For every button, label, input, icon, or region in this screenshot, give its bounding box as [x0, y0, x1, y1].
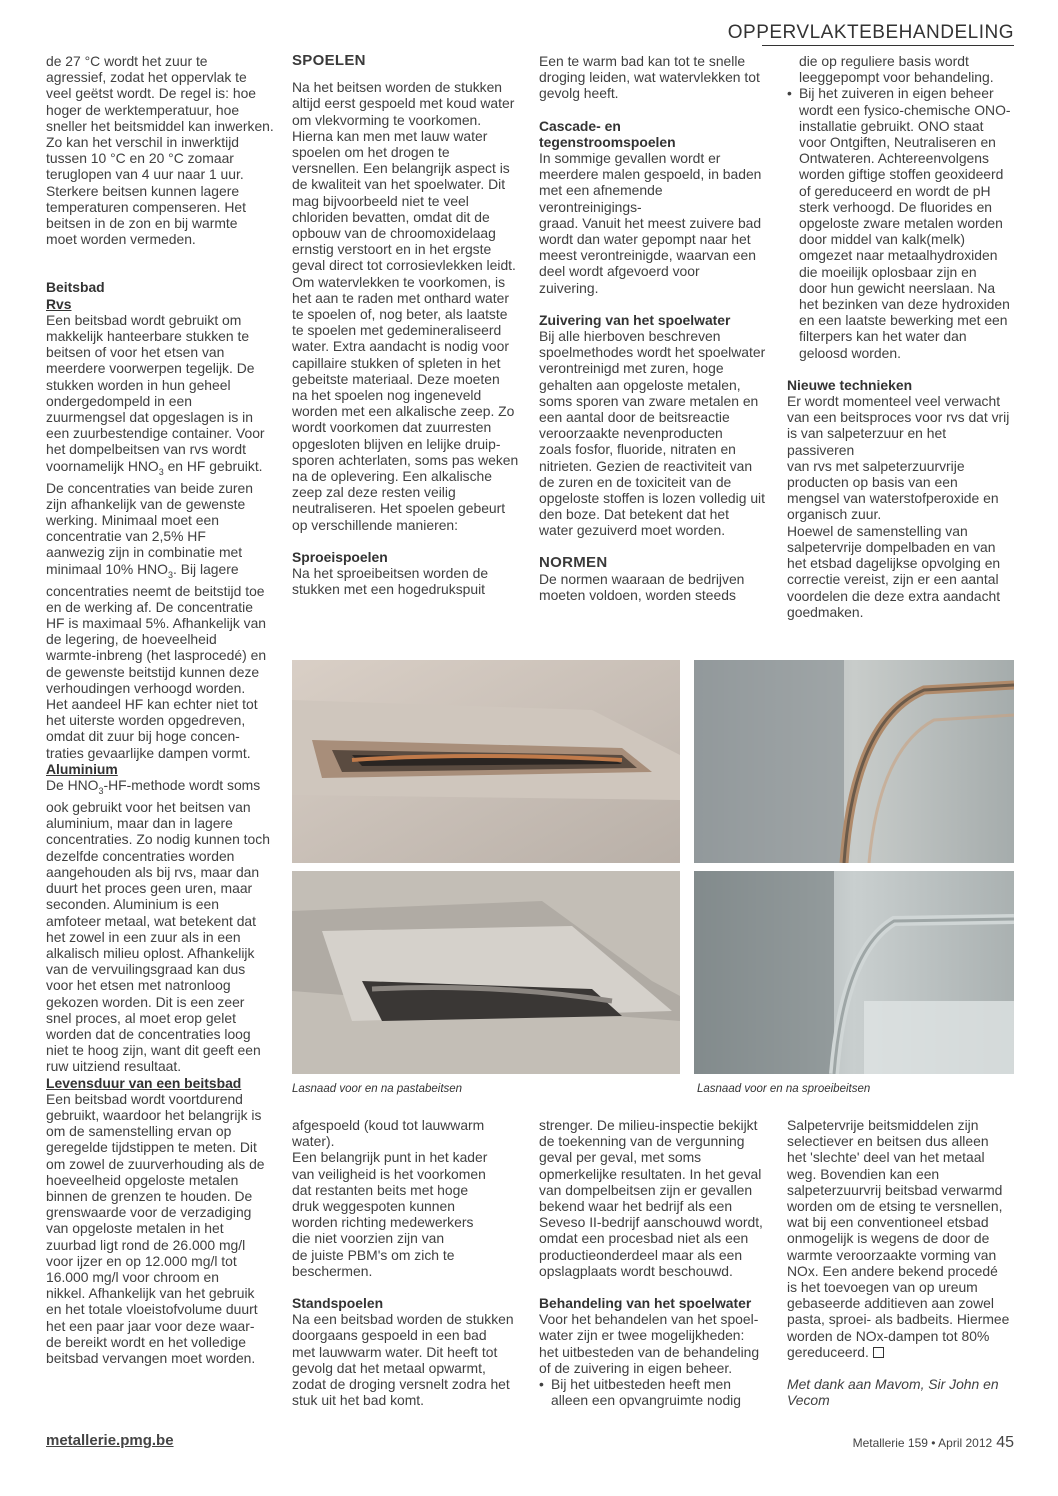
text-line: te spoelen of, nog beter, als laatste — [292, 306, 508, 323]
text-line: teruglopen van 4 uur naar 1 uur. — [46, 166, 244, 183]
text-line: Ontwateren. Achtereenvolgens — [799, 150, 989, 167]
heading-beitsbad: Beitsbad — [46, 279, 105, 296]
caption-right: Lasnaad voor en na sproeibeitsen — [697, 1083, 871, 1095]
photo-weld-spray-after — [694, 871, 1014, 1074]
text-line: met een afnemende verontreinigings- — [539, 182, 663, 215]
text-line: voor ijzer en op 12.000 mg/l tot — [46, 1252, 237, 1269]
text-line: voor het etsen met natronloog — [46, 977, 231, 994]
text-line: worden richting medewerkers — [292, 1214, 474, 1231]
text-line: verontreinigd met zuren, hoge — [539, 360, 724, 377]
text-line: worden om de etsing te versnellen, — [787, 1198, 1003, 1215]
text-line: sporen achterlaten, soms pas weken — [292, 451, 519, 468]
section-tag: OPPERVLAKTEBEHANDELING — [727, 22, 1014, 43]
text-line: salpetervrije dompelbaden en van — [787, 538, 996, 555]
text-line: geval per geval, met soms — [539, 1149, 702, 1166]
text-line: Hierna kan men met lauw water — [292, 127, 488, 144]
heading-zuivering: Zuivering van het spoelwater — [539, 311, 731, 328]
column-4 — [787, 53, 1017, 620]
text-line: Zo kan het verschil in inwerktijd — [46, 134, 240, 151]
text-line: Het aandeel HF kan echter niet tot — [46, 696, 258, 713]
text-line: opgeloste zware metalen worden — [799, 215, 1003, 232]
text-line: geregelde tijdstippen te meten. Dit — [46, 1139, 257, 1156]
text-line: om zowel de zuurverhouding als de — [46, 1155, 265, 1172]
text-line: gebaseerde additieven aan zowel — [787, 1295, 994, 1312]
alu-text-a: De $HNO_3-HF$-methode wordt soms — [46, 777, 261, 796]
text-line: Een beitsbad wordt gebruikt om — [46, 311, 242, 328]
text-line: na het spoelen nog ingeneveld — [292, 387, 482, 404]
text-line: Salpetervrije beitsmiddelen zijn — [787, 1117, 979, 1133]
text-line: beschermen. — [292, 1262, 373, 1279]
text-line: selectiever en beitsen dus alleen — [787, 1133, 989, 1150]
text-line: gevolg heeft. — [539, 85, 619, 102]
text-line: nitrieten. Gezien de reactiviteit van — [539, 457, 753, 474]
text-line: alkalisch milieu oplost. Afhankelijk — [46, 944, 255, 961]
text-line: sneller het beitsmiddel kan inwerken. — [46, 117, 274, 134]
text-line: meest verontreinigde, waarvan een — [539, 247, 756, 264]
text-line: omdat een procesbad niet als een — [539, 1230, 749, 1247]
zuivering-text — [539, 328, 769, 539]
bottom-col2-text — [292, 1117, 522, 1279]
bottom-col4-text — [787, 1117, 1017, 1344]
alu-text-b — [46, 799, 276, 1074]
text-line: stukken met een hogedrukspuit — [292, 581, 486, 598]
text-line: met lauwwarm water. Dit heeft tot — [292, 1343, 498, 1360]
bullet-2: • Bij het zuiveren in eigen beheer — [787, 85, 1017, 101]
text-line: voor Ontgiften, Neutraliseren en — [799, 134, 996, 151]
text-line: die moeilijk oplosbaar zijn en — [799, 263, 977, 280]
text-line: ernstig verstoort en in het ergste — [292, 241, 492, 258]
text-line: aanwezig zijn in combinatie met — [46, 544, 243, 561]
rvs-text-b: voornamelijk $HNO_3$ en HF gebruikt. — [46, 457, 263, 477]
text-line: gekozen worden. Dit is een zeer — [46, 993, 245, 1010]
text-line: ook gebruikt voor het beitsen van — [46, 799, 251, 816]
text-line: Een belangrijk punt in het kader — [292, 1149, 488, 1166]
text-line: het zowel in een zuur als in een — [46, 928, 241, 945]
text-line: amfoteer metaal, wat betekent dat — [46, 912, 257, 929]
text-line: makkelijk hanteerbare stukken te — [46, 328, 250, 345]
text-line: concentraties. Zo nodig kunnen toch — [46, 831, 270, 848]
section-rule — [762, 45, 1014, 46]
text-line: van dompelbeitsen zijn er gevallen — [539, 1181, 753, 1198]
text-line: pasta, sproei- als badbeits. Hiermee — [787, 1311, 1010, 1328]
text-line: Om watervlekken te voorkomen, is — [292, 273, 506, 290]
text-line: Een beitsbad wordt voortdurend — [46, 1090, 243, 1107]
heading-aluminium: Aluminium — [46, 760, 118, 777]
text-line: werking. Minimaal moet een — [46, 512, 219, 529]
text-line: doorgaans gespoeld in een bad — [292, 1327, 487, 1344]
text-line: binnen de grenzen te houden. De — [46, 1187, 253, 1204]
text-line: zoals fosfor, fluoride, nitraten en — [539, 441, 736, 458]
text-line: opgeloste stoffen is lozen volledig uit — [539, 490, 766, 507]
text-line: verhoudingen verhoogd worden. — [46, 679, 246, 696]
photo-weld-paste-before — [292, 660, 680, 863]
text-line: Er wordt momenteel veel verwacht — [787, 393, 1001, 410]
text-line: en het totale vloeistofvolume duurt — [46, 1301, 258, 1318]
text-line: voordelen die deze extra aandacht — [787, 587, 1001, 604]
text-line: is van salpeterzuur en het passiveren — [787, 425, 947, 458]
heading-rvs: Rvs — [46, 295, 72, 312]
footer-site-link[interactable]: metallerie.pmg.be — [46, 1432, 174, 1449]
text-line: traties gevaarlijke dampen vormt. — [46, 744, 251, 761]
caption-left: Lasnaad voor en na pastabeitsen — [292, 1083, 463, 1095]
text-line: water). — [292, 1133, 335, 1150]
bottom-col4-last: gereduceerd. — [787, 1344, 1017, 1360]
text-line: Vecom — [787, 1392, 830, 1409]
text-line: zodat de droging versnelt zodra het — [292, 1376, 510, 1393]
acknowledgement — [787, 1376, 1017, 1408]
text-line: veroorzaakte nevenproducten — [539, 425, 723, 442]
text-line: en de werking af. De concentratie — [46, 598, 253, 615]
text-line: bekend waar het bedrijf als een — [539, 1198, 733, 1215]
text-line: agressief, zodat het oppervlak te — [46, 69, 247, 86]
text-line: mengsel van waterstofperoxide en — [787, 490, 999, 507]
text-line: Bij alle hierboven beschreven — [539, 328, 721, 345]
text-line: op verschillende manieren: — [292, 516, 459, 533]
text-line: omdat dit zuur bij hoge concen- — [46, 728, 240, 745]
text-line: onmogelijk is wegens de door de — [787, 1230, 990, 1247]
text-line: van rvs met salpeterzuurvrije — [787, 457, 965, 474]
text-line: ruw uitziend resultaat. — [46, 1058, 182, 1075]
text-line: Seveso II-bedrijf aanschouwd wordt, — [539, 1214, 763, 1231]
text-line: om de samenstelling ervan op — [46, 1123, 232, 1140]
text-line: is het toevoegen van op ureum — [787, 1279, 978, 1296]
bullet-uitbesteden-text — [539, 1392, 769, 1408]
normen-text — [539, 571, 769, 603]
text-line: van een beitsproces voor rvs dat vrij — [787, 409, 1010, 426]
column-3 — [539, 53, 769, 603]
text-line: concentraties neemt de beitstijd toe — [46, 582, 265, 599]
text-line: leeggepompt voor behandeling. — [799, 69, 994, 86]
text-line: graad. Vanuit het meest zuivere bad — [539, 214, 762, 231]
text-line: of gereduceerd en wordt de pH — [799, 182, 991, 199]
text-line: of de zuivering in eigen beheer. — [539, 1359, 733, 1376]
text-line: organisch zuur. — [787, 506, 882, 523]
bullet-uitbesteden: • Bij het uitbesteden heeft men — [539, 1376, 769, 1392]
text-line: beitsbad vervangen moet worden. — [46, 1349, 256, 1366]
text-line: de 27 °C wordt het zuur te — [46, 53, 208, 69]
end-square-icon — [873, 1347, 884, 1358]
text-line: moet worden vermeden. — [46, 231, 196, 248]
text-line: door middel van kalk(melk) — [799, 231, 965, 248]
text-line: grenswaarde voor de verzadiging — [46, 1204, 252, 1221]
text-line: concentratie van 2,5% HF — [46, 528, 206, 545]
sproeispoelen-text — [292, 565, 522, 597]
rvs-text-a — [46, 312, 276, 458]
text-line: worden dat de concentraties loog — [46, 1025, 251, 1042]
text-line: tegenstroomspoelen — [539, 133, 676, 150]
column-2 — [292, 53, 522, 598]
text-line: gebruikt, waardoor het belangrijk is — [46, 1106, 262, 1123]
text-line: de toekenning van de vergunning — [539, 1133, 745, 1150]
text-line: hoger de werktemperatuur, hoe — [46, 101, 240, 118]
text-line: opslagplaats wordt beschouwd. — [539, 1262, 733, 1279]
bottom-col3-text — [539, 1117, 769, 1279]
text-line: opmerkelijke resultaten. In het geval — [539, 1165, 762, 1182]
text-line: de gewenste beitstijd kunnen deze — [46, 663, 260, 680]
bottom-column-4 — [787, 1117, 1017, 1408]
text-line: sterk verhoogd. De fluorides en — [799, 198, 993, 215]
text-line: de kwaliteit van het spoelwater. Dit — [292, 176, 506, 193]
text-line: van veiligheid is het voorkomen — [292, 1165, 486, 1182]
text-line: een aantal door de beitsreactie — [539, 409, 730, 426]
text-line: soms sporen van zware metalen en — [539, 392, 759, 409]
text-line: het uitbesteden van de behandeling — [539, 1343, 760, 1360]
text-line: Een te warm bad kan tot te snelle — [539, 53, 746, 69]
text-line: en een laatste bewerking met een — [799, 312, 1008, 329]
text-line: producten op basis van een — [787, 474, 958, 491]
text-line: mag bijvoorbeeld niet te veel — [292, 192, 469, 209]
text-line: wat bij een conventioneel etsbad — [787, 1214, 989, 1231]
text-line: het aan te raden met onthard water — [292, 289, 509, 306]
text-line: Hoewel de samenstelling van — [787, 522, 968, 539]
text-line: dezelfde concentraties worden — [46, 847, 235, 864]
text-line: aangehouden als bij rvs, maar dan — [46, 863, 260, 880]
heading-spoelen: SPOELEN — [292, 52, 366, 69]
text-line: geloosd worden. — [799, 344, 901, 361]
heading-levensduur: Levensduur van een beitsbad — [46, 1074, 242, 1091]
text-line: van opgeloste metalen in het — [46, 1220, 224, 1237]
text-line: installatie gebruikt. ONO staat — [799, 117, 984, 134]
text-line: het dompelbeitsen van rvs wordt — [46, 441, 246, 458]
text-line: spoelmethodes wordt het spoelwater — [539, 344, 766, 361]
text-line: de juiste PBM's om zich te — [292, 1246, 455, 1263]
col3-intro — [539, 53, 769, 102]
text-line: warmte-inbreng (het lasprocedé) en — [46, 647, 267, 664]
photo-weld-paste-after — [292, 871, 680, 1074]
heading-normen: NORMEN — [539, 553, 608, 571]
text-line: weg. Bovendien kan een — [787, 1165, 940, 1182]
rvs-text-e — [46, 583, 276, 761]
text-line: door hun gewicht neerslaan. Na — [799, 279, 996, 296]
text-line: strenger. De milieu-inspectie bekijkt — [539, 1117, 758, 1133]
text-line: afgespoeld (koud tot lauwwarm — [292, 1117, 485, 1133]
rvs-text-d: minimaal 10% $HNO_3$. Bij lagere — [46, 560, 239, 580]
text-line: productieonderdeel maar als een — [539, 1246, 743, 1263]
spoelen-text — [292, 79, 522, 533]
text-line: alleen een opvangruimte nodig — [551, 1392, 741, 1409]
text-line: chloriden bevatten, omdat dit de — [292, 208, 490, 225]
text-line: wordt een fysico-chemische ONO- — [799, 101, 1011, 118]
text-line: de zuren en de toxiciteit van de — [539, 473, 732, 490]
col1-intro — [46, 53, 276, 247]
footer-issue: Metallerie 159 • April 2012 45 — [852, 1434, 1014, 1451]
text-line: NOx. Een andere bekend procedé — [787, 1262, 998, 1279]
text-line: In sommige gevallen wordt er — [539, 150, 721, 167]
text-line: wordt dan water gepompt naar het — [539, 231, 751, 248]
text-line: omgezet naar metaalhydroxiden — [799, 247, 998, 264]
text-line: De concentraties van beide zuren — [46, 479, 253, 496]
text-line: versnellen. Een belangrijk aspect is — [292, 160, 510, 177]
text-line: wordt voorkomen dat zuurresten — [292, 419, 492, 436]
text-line: snel proces, al moet erop gelet — [46, 1009, 236, 1026]
rvs-text-c — [46, 480, 276, 561]
text-line: de bereikt wordt en het volledige — [46, 1333, 246, 1350]
bullet-1-tail — [787, 53, 1017, 85]
text-line: het een paar jaar voor deze waar- — [46, 1317, 255, 1334]
text-line: zuurmengsel dat opgeslagen is in — [46, 409, 253, 426]
text-line: zuurbad ligt rond de 26.000 mg/l — [46, 1236, 246, 1253]
text-line: het etsbad dagelijkse opvolging en — [787, 555, 1001, 572]
text-line: duurt het proces geen uren, maar — [46, 880, 253, 897]
text-line: water. Extra aandacht is nodig voor — [292, 338, 509, 355]
text-line: deel wordt afgevoerd voor — [539, 263, 700, 280]
text-line: den boze. Dat betekent dat het — [539, 506, 729, 523]
text-line: filterpers kan het water dan — [799, 328, 967, 345]
text-line: zuivering. — [539, 279, 599, 296]
cascade-text — [539, 150, 769, 296]
text-line: Na het sproeibeitsen worden de — [292, 565, 489, 582]
text-line: opbouw van de chroomoxidelaag — [292, 225, 496, 242]
column-1 — [46, 53, 276, 1366]
text-line: te spoelen met gedemineraliseerd — [292, 322, 502, 339]
text-line: die op reguliere basis wordt — [799, 53, 969, 69]
text-line: water gezuiverd moet worden. — [539, 522, 726, 539]
levensduur-text — [46, 1091, 276, 1366]
text-line: stuk uit het bad komt. — [292, 1392, 425, 1409]
text-line: correctie vereist, zijn er een aantal — [787, 571, 999, 588]
text-line: opgesloten blijven en lelijke druip- — [292, 435, 501, 452]
text-line: zeep zal deze resten veilig — [292, 484, 456, 501]
text-line: hoeveelheid opgeloste metalen — [46, 1171, 239, 1188]
text-line: stukken worden in hun geheel — [46, 376, 231, 393]
text-line: Sterkere beitsen kunnen lagere — [46, 182, 240, 199]
text-line: veel geëtst wordt. De regel is: hoe — [46, 85, 257, 102]
text-line: worden met een alkalische zeep. Zo — [292, 403, 515, 420]
text-line: droging leiden, wat watervlekken tot — [539, 69, 760, 86]
text-line: temperaturen compenseren. Het — [46, 198, 246, 215]
text-line: worden giftige stoffen geoxideerd — [799, 166, 1004, 183]
heading-standspoelen: Standspoelen — [292, 1295, 384, 1312]
heading-behandeling: Behandeling van het spoelwater — [539, 1295, 752, 1312]
text-line: gebeitste materiaal. Deze moeten — [292, 370, 500, 387]
text-line: 16.000 mg/l voor chroom en — [46, 1268, 219, 1285]
text-line: worden de NOx-dampen tot 80% — [787, 1327, 990, 1344]
text-line: De normen waaraan de bedrijven — [539, 570, 745, 587]
text-line: gehalten aan opgeloste metalen, — [539, 376, 741, 393]
bullet-2-text — [787, 102, 1017, 361]
text-line: water zijn er twee mogelijkheden: — [539, 1327, 745, 1344]
text-line: spoelen om het drogen te — [292, 144, 450, 161]
text-line: seconden. Aluminium is een — [46, 896, 219, 913]
text-line: warmte veroorzaakte vorming van — [787, 1246, 997, 1263]
text-line: capillaire stukken of spleten in het — [292, 354, 501, 371]
text-line: dat restanten beits met hoge — [292, 1181, 469, 1198]
text-line: geval direct tot corrosievlekken leidt. — [292, 257, 516, 274]
text-line: meerdere malen gespoeld, in baden — [539, 166, 762, 183]
text-line: om vlekvorming te voorkomen. — [292, 111, 482, 128]
text-line: beitsen of voor het etsen van — [46, 344, 225, 361]
photo-weld-spray-before — [694, 660, 1014, 863]
heading-nieuwe-technieken: Nieuwe technieken — [787, 376, 913, 393]
text-line: na de oplevering. Een alkalische — [292, 468, 493, 485]
text-line: niet te hoog zijn, want dit geeft een — [46, 1042, 261, 1059]
text-line: het 'slechte' deel van het metaal — [787, 1149, 985, 1166]
text-line: HF is maximaal 5%. Afhankelijk van — [46, 615, 267, 632]
text-line: die niet voorzien zijn van — [292, 1230, 445, 1247]
text-line: van de vervuilingsgraad kan dus — [46, 961, 246, 978]
text-line: beitsen in de zon en bij warmte — [46, 215, 238, 232]
text-line: tussen 10 °C en 20 °C zomaar — [46, 150, 234, 167]
text-line: altijd eerst gespoeld met koud water — [292, 95, 515, 112]
text-line: Na een beitsbad worden de stukken — [292, 1311, 514, 1328]
behandeling-text — [539, 1311, 769, 1376]
text-line: neutraliseren. Het spoelen gebeurt — [292, 500, 506, 517]
text-line: Cascade- en — [539, 117, 621, 134]
text-line: gevolg dat het metaal opwarmt, — [292, 1359, 486, 1376]
text-line: Na het beitsen worden de stukken — [292, 79, 503, 96]
text-line: de legering, de hoeveelheid — [46, 631, 217, 648]
text-line: ondergedompeld in een — [46, 392, 192, 409]
text-line: moeten voldoen, worden steeds — [539, 587, 736, 604]
bottom-column-2 — [292, 1117, 522, 1408]
text-line: nikkel. Afhankelijk van het gebruik — [46, 1285, 255, 1302]
text-line: een zuurbestendige container. Voor — [46, 425, 265, 442]
nieuwe-technieken-text — [787, 393, 1017, 620]
text-line: aluminium, maar dan in lagere — [46, 815, 233, 832]
text-line: salpeterzuurvrij beitsbad verwarmd — [787, 1181, 1003, 1198]
standspoelen-text — [292, 1311, 522, 1408]
bottom-column-3 — [539, 1117, 769, 1408]
text-line: het uiterste worden opgedreven, — [46, 712, 246, 729]
text-line: Voor het behandelen van het spoel- — [539, 1311, 759, 1328]
text-line: meerdere voorwerpen tegelijk. De — [46, 360, 255, 377]
text-line: druk weggespoten kunnen — [292, 1198, 455, 1215]
heading-cascade — [539, 118, 769, 150]
text-line: zijn afhankelijk van de gewenste — [46, 495, 246, 512]
text-line: Met dank aan Mavom, Sir John en — [787, 1376, 999, 1393]
page-number: 45 — [996, 1434, 1014, 1451]
heading-sproeispoelen: Sproeispoelen — [292, 548, 388, 565]
text-line: goedmaken. — [787, 603, 864, 620]
text-line: het bezinken van deze hydroxiden — [799, 296, 1010, 313]
